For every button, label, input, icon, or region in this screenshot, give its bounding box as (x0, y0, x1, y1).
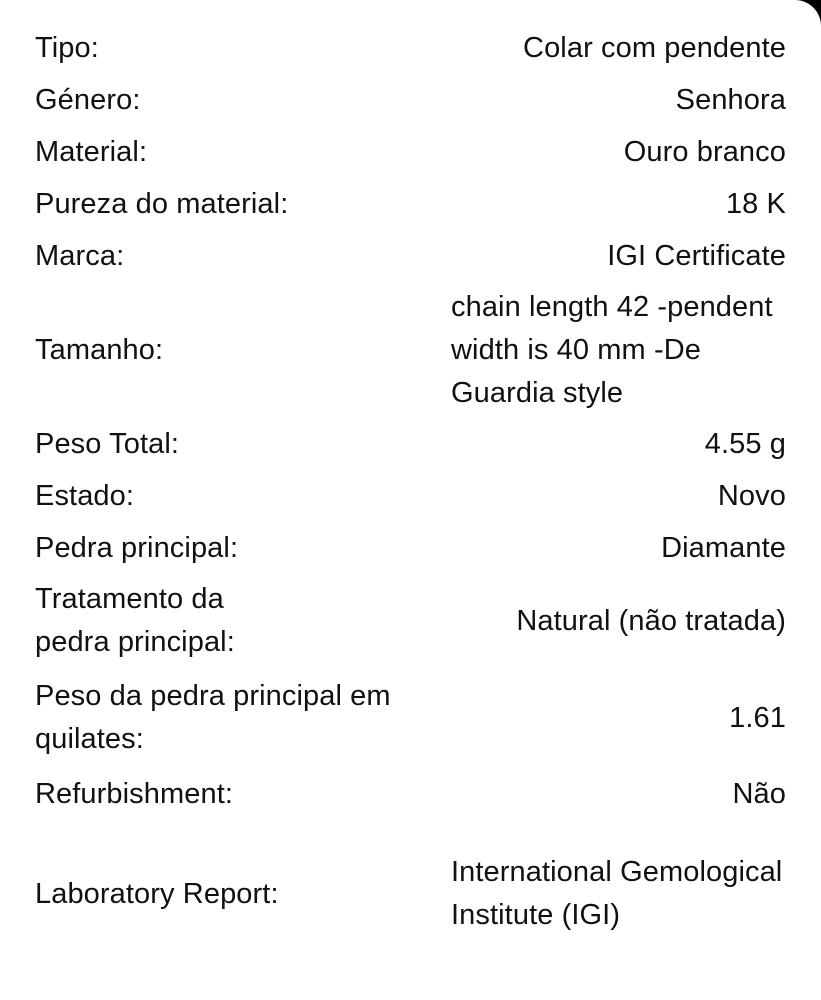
spec-label-refurbishment: Refurbishment: (35, 777, 234, 810)
spec-value-refurbishment: Não (732, 777, 786, 810)
spec-value-peso-pedra: 1.61 (729, 701, 786, 734)
spec-value-genero: Senhora (675, 83, 786, 116)
spec-label-peso-total: Peso Total: (35, 427, 180, 460)
spec-row-pedra-principal (35, 522, 786, 574)
spec-value-tratamento: Natural (não tratada) (516, 604, 786, 637)
spec-value-marca: IGI Certificate (607, 239, 786, 272)
spec-label-peso-pedra: Peso da pedra principal em quilates: (35, 680, 391, 755)
spec-row-marca (35, 230, 786, 282)
spec-row-peso-pedra (35, 668, 786, 768)
spec-row-estado (35, 470, 786, 522)
specs-list (35, 22, 786, 968)
spec-row-material (35, 126, 786, 178)
spec-row-tipo (35, 22, 786, 74)
spec-value-pedra-principal: Diamante (661, 531, 786, 564)
spec-value-material: Ouro branco (623, 135, 786, 168)
spec-row-tratamento (35, 574, 786, 668)
spec-row-tamanho (35, 282, 786, 418)
spec-row-peso-total (35, 418, 786, 470)
spec-label-pureza: Pureza do material: (35, 187, 289, 220)
spec-label-tratamento: Tratamento da pedra principal: (35, 583, 235, 658)
spec-row-genero (35, 74, 786, 126)
spec-label-pedra-principal: Pedra principal: (35, 531, 239, 564)
spec-label-laboratory-report: Laboratory Report: (35, 877, 279, 910)
spec-label-estado: Estado: (35, 479, 135, 512)
spec-row-refurbishment (35, 768, 786, 820)
spec-value-tipo: Colar com pendente (523, 31, 786, 64)
spec-row-pureza (35, 178, 786, 230)
spec-label-marca: Marca: (35, 239, 125, 272)
spec-value-pureza: 18 K (725, 187, 786, 220)
spec-label-tamanho: Tamanho: (35, 333, 164, 366)
spec-label-material: Material: (35, 135, 148, 168)
spec-label-tipo: Tipo: (35, 31, 99, 64)
spec-value-estado: Novo (717, 479, 786, 512)
spec-row-laboratory-report (35, 820, 786, 968)
spec-value-tamanho: chain length 42 -pendent width is 40 mm -De Guardia style (451, 290, 773, 409)
spec-value-laboratory-report: International Gemological Institute (IGI) (451, 856, 783, 931)
spec-label-genero: Género: (35, 83, 141, 116)
spec-value-peso-total: 4.55 g (704, 427, 786, 460)
